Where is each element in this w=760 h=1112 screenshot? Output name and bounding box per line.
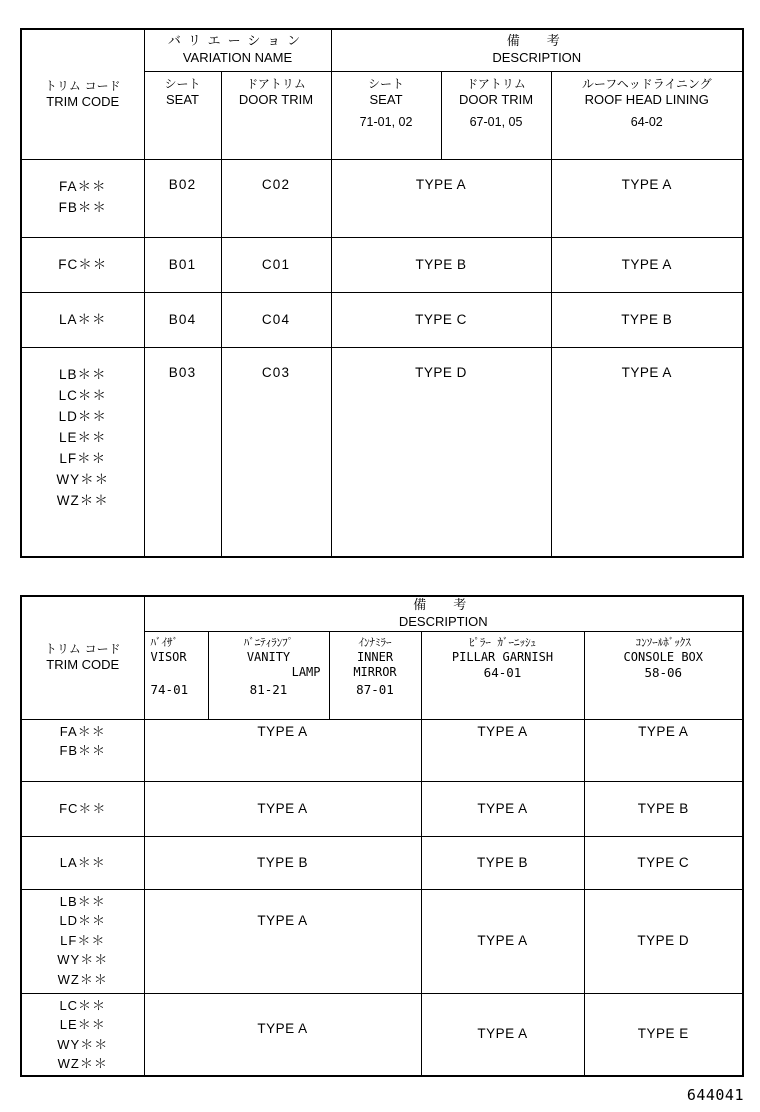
seat-desc-en: SEAT [369,91,403,107]
roof-head-lining-value: TYPE A [621,176,672,192]
seat-var-en: SEAT [166,91,199,107]
door-trim-desc-ref: 67-01, 05 [469,114,523,129]
trim-code: WY＊＊ [57,1036,109,1052]
trim-code: LB＊＊ [59,893,106,909]
trim-code-label-en: TRIM CODE [46,93,120,109]
description-en: DESCRIPTION [492,50,582,66]
cell-roof-head-lining [551,237,743,292]
visor-group-value: TYPE B [256,854,308,870]
cell-roof-head-lining [551,347,743,557]
variation-name-jp: バリエーション [167,34,308,50]
seat-variation-value: B02 [168,176,197,192]
trim-code-label-en: TRIM CODE [46,657,120,673]
seat-description-value: TYPE A [415,176,467,192]
roof-head-lining-value: TYPE A [621,256,672,272]
vanity-lamp-ref: 81-21 [249,681,288,697]
door-trim-variation-value: C01 [261,256,291,272]
header-cell-pillar-garnish [421,631,584,719]
table2-group-header-row [21,596,743,631]
cell-roof-head-lining [551,159,743,237]
cell-console-box [584,836,743,889]
trim-code: WZ＊＊ [56,492,109,508]
cell-trim-codes [21,347,144,557]
header-cell-door-trim-description [441,71,551,159]
header-cell-inner-mirror [329,631,421,719]
header-cell-console-box [584,631,743,719]
header-group-description [331,29,743,71]
pillar-garnish-en: PILLAR GARNISH [451,649,554,664]
cell-door-trim-variation [221,159,331,237]
header-cell-trim-code [21,29,144,159]
trim-code-label-jp: トリム コード [44,78,121,93]
trim-code: FC＊＊ [58,257,108,272]
pillar-garnish-value: TYPE B [476,854,528,870]
roof-head-lining-ref: 64-02 [630,114,663,129]
cell-trim-codes [21,993,144,1076]
trim-code: FA＊＊ [59,723,106,739]
console-box-value: TYPE D [637,933,690,948]
trim-code: LE＊＊ [58,429,107,445]
visor-ref: 74-01 [150,681,189,697]
description-en: DESCRIPTION [398,613,488,629]
cell-visor-vanity-mirror [144,719,421,781]
header-group-variation-name [144,29,331,71]
cell-trim-codes [21,292,144,347]
cell-console-box [584,993,743,1076]
cell-visor-vanity-mirror [144,781,421,836]
door-trim-var-en: DOOR TRIM [238,91,314,107]
console-box-en: CONSOLE BOX [623,649,703,664]
visor-group-value: TYPE A [257,723,308,739]
visor-group-value: TYPE A [257,912,308,928]
header-cell-seat-variation [144,71,221,159]
roof-head-lining-en: ROOF HEAD LINING [584,91,709,107]
table-row [21,836,743,889]
console-box-ref: 58-06 [644,664,683,680]
table-row [21,347,743,557]
header-cell-visor [144,631,208,719]
cell-roof-head-lining [551,292,743,347]
header-cell-trim-code [21,596,144,719]
seat-description-value: TYPE D [415,364,467,380]
seat-description-value: TYPE C [415,311,467,327]
inner-mirror-ref: 87-01 [356,681,394,697]
trim-code: FA＊＊ [58,178,107,194]
cell-trim-codes [21,889,144,993]
vanity-lamp-en2: LAMP [291,664,321,679]
door-trim-desc-jp: ドアトリム [466,76,526,91]
cell-pillar-garnish [421,781,584,836]
trim-code: LA＊＊ [58,312,107,327]
cell-seat-door-description [331,347,551,557]
trim-code: LE＊＊ [59,1017,106,1032]
variation-name-en: VARIATION NAME [182,50,293,66]
trim-code: LA＊＊ [59,854,106,870]
trim-code: FB＊＊ [59,743,107,758]
seat-description-value: TYPE B [415,256,467,272]
inner-mirror-jp: ｲﾝﾅﾐﾗｰ [358,635,392,649]
pillar-garnish-ref: 64-01 [483,664,522,680]
seat-var-jp: シート [164,76,201,91]
cell-visor-vanity-mirror [144,836,421,889]
visor-jp: ﾊﾞｲｻﾞ [150,635,178,649]
door-trim-variation-value: C04 [261,311,291,327]
header-cell-seat-description [331,71,441,159]
trim-code: LD＊＊ [58,408,107,424]
table-row [21,719,743,781]
pillar-garnish-value: TYPE A [477,723,528,739]
header-cell-door-trim-variation [221,71,331,159]
trim-code-label-jp: トリム コード [44,642,121,657]
cell-trim-codes [21,237,144,292]
door-trim-var-jp: ドアトリム [246,76,306,91]
table-row [21,781,743,836]
console-box-jp: ｺﾝｿｰﾙﾎﾞｯｸｽ [635,635,691,649]
cell-door-trim-variation [221,237,331,292]
seat-variation-value: B04 [168,311,197,327]
cell-seat-variation [144,292,221,347]
trim-accessory-table [20,595,744,1077]
cell-door-trim-variation [221,292,331,347]
cell-console-box [584,719,743,781]
pillar-garnish-value: TYPE A [477,933,528,948]
header-cell-vanity-lamp [208,631,329,719]
cell-trim-codes [21,781,144,836]
trim-code: WZ＊＊ [57,1056,108,1071]
table-row [21,159,743,237]
header-group-description [144,596,743,631]
cell-trim-codes [21,719,144,781]
page-number: 644041 [686,1086,744,1104]
cell-pillar-garnish [421,719,584,781]
cell-trim-codes [21,836,144,889]
pillar-garnish-value: TYPE A [477,1026,528,1042]
trim-code: LC＊＊ [59,997,107,1013]
trim-code: LF＊＊ [59,450,107,466]
visor-en: VISOR [150,649,187,664]
roof-head-lining-jp: ルーフヘッドライニング [581,76,712,91]
door-trim-desc-en: DOOR TRIM [458,91,534,107]
cell-console-box [584,889,743,993]
cell-pillar-garnish [421,889,584,993]
console-box-value: TYPE B [637,800,689,816]
table-row [21,237,743,292]
description-jp: 備 考 [506,34,567,50]
pillar-garnish-value: TYPE A [477,800,528,816]
inner-mirror-en: INNER [356,649,394,664]
trim-code: FC＊＊ [59,800,107,816]
seat-desc-jp: シート [368,76,405,91]
console-box-value: TYPE A [638,723,689,739]
door-trim-variation-value: C02 [261,176,291,192]
trim-code: FB＊＊ [58,199,107,215]
cell-seat-door-description [331,292,551,347]
cell-seat-variation [144,237,221,292]
seat-desc-ref: 71-01, 02 [359,114,413,129]
console-box-value: TYPE C [637,854,690,870]
table-row [21,292,743,347]
visor-group-value: TYPE A [257,1020,308,1036]
trim-variation-table [20,28,744,558]
vanity-lamp-jp: ﾊﾞﾆﾃｨﾗﾝﾌﾟ [243,635,294,649]
trim-code: LC＊＊ [58,387,107,403]
cell-trim-codes [21,159,144,237]
cell-seat-variation [144,347,221,557]
vanity-lamp-en: VANITY [246,649,291,664]
cell-door-trim-variation [221,347,331,557]
seat-variation-value: B03 [168,364,197,380]
door-trim-variation-value: C03 [261,364,291,380]
cell-visor-vanity-mirror [144,993,421,1076]
inner-mirror-en2: MIRROR [353,664,397,679]
trim-code: LD＊＊ [59,913,107,928]
header-cell-roof-head-lining [551,71,743,159]
trim-code: WZ＊＊ [57,971,108,987]
cell-seat-door-description [331,159,551,237]
trim-code: LB＊＊ [58,366,107,382]
visor-group-value: TYPE A [257,800,308,816]
roof-head-lining-value: TYPE A [621,364,672,380]
console-box-value: TYPE E [637,1026,689,1042]
cell-seat-variation [144,159,221,237]
description-jp: 備 考 [413,597,474,613]
table1-group-header-row [21,29,743,71]
trim-code: WY＊＊ [57,952,109,967]
table-row [21,993,743,1076]
cell-seat-door-description [331,237,551,292]
table-row [21,889,743,993]
seat-variation-value: B01 [168,256,197,272]
pillar-garnish-jp: ﾋﾟﾗｰ ｶﾞｰﾆｯｼｭ [468,635,537,649]
cell-console-box [584,781,743,836]
cell-visor-vanity-mirror [144,889,421,993]
trim-code: WY＊＊ [56,471,110,487]
cell-pillar-garnish [421,836,584,889]
trim-code: LF＊＊ [60,932,106,948]
roof-head-lining-value: TYPE B [621,311,673,327]
cell-pillar-garnish [421,993,584,1076]
